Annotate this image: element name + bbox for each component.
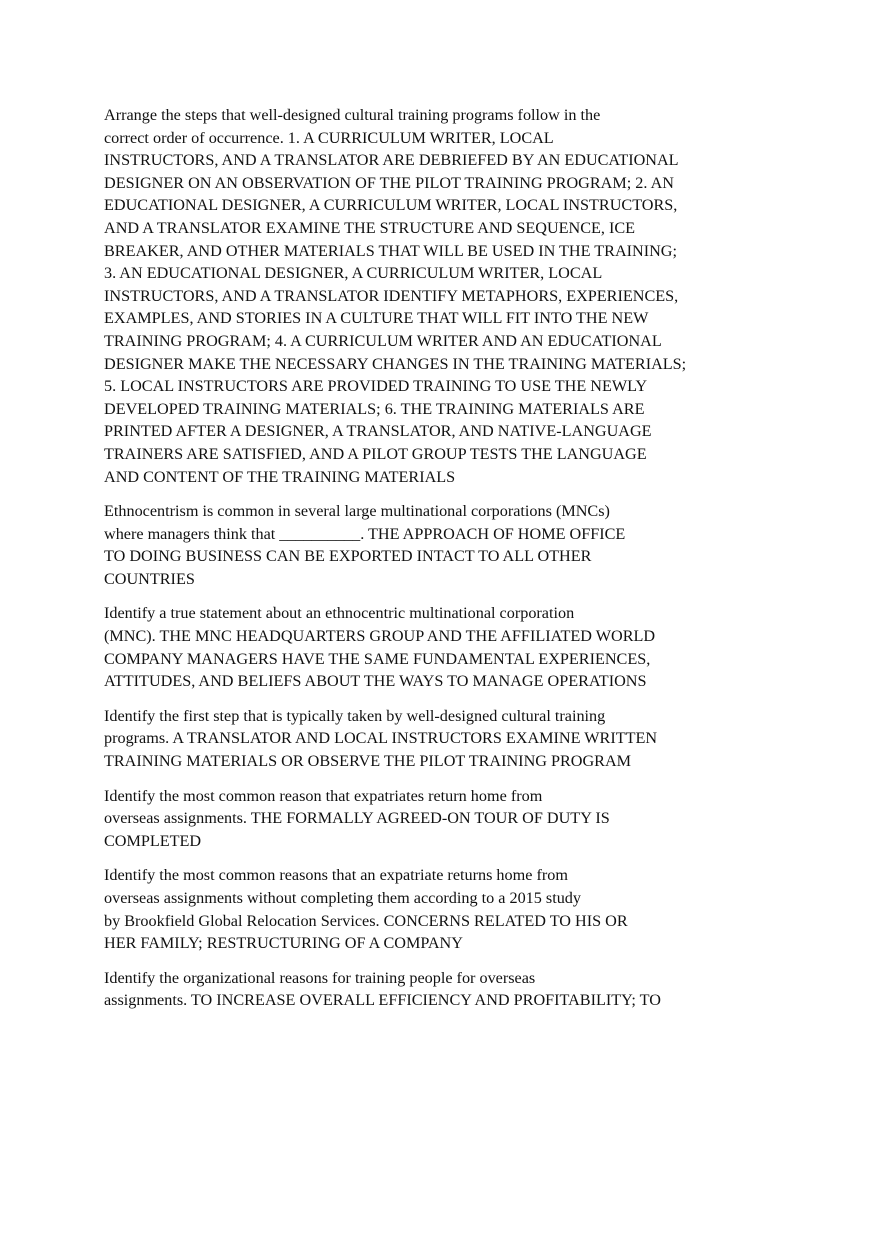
text-line: 3. AN EDUCATIONAL DESIGNER, A CURRICULUM WRITER, LOCAL xyxy=(104,264,603,283)
text-line: TRAINERS ARE SATISFIED, AND A PILOT GROUP TESTS THE LANGUAGE xyxy=(104,444,647,463)
text-line: TO DOING BUSINESS CAN BE EXPORTED INTACT TO ALL OTHER xyxy=(104,547,592,566)
text-line: COMPANY MANAGERS HAVE THE SAME FUNDAMENTAL EXPERIENCES, xyxy=(104,649,651,668)
text-line: PRINTED AFTER A DESIGNER, A TRANSLATOR, AND NATIVE-LANGUAGE xyxy=(104,422,652,441)
text-line: HER FAMILY; RESTRUCTURING OF A COMPANY xyxy=(104,934,463,953)
text-line: correct order of occurrence. 1. A CURRICULUM WRITER, LOCAL xyxy=(104,128,554,147)
text-line: AND A TRANSLATOR EXAMINE THE STRUCTURE AND SEQUENCE, ICE xyxy=(104,218,636,237)
text-line: Identify a true statement about an ethnocentric multinational corporation xyxy=(104,604,575,623)
text-line: overseas assignments. THE FORMALLY AGREED-ON TOUR OF DUTY IS xyxy=(104,809,610,828)
text-line: programs. A TRANSLATOR AND LOCAL INSTRUCTORS EXAMINE WRITTEN xyxy=(104,729,658,748)
text-line: Identify the most common reasons that an expatriate returns home from xyxy=(104,866,568,885)
text-line: DESIGNER ON AN OBSERVATION OF THE PILOT TRAINING PROGRAM; 2. AN xyxy=(104,173,674,192)
question-answer-paragraph xyxy=(104,864,744,954)
question-answer-paragraph xyxy=(104,705,744,773)
text-line: Identify the most common reason that expatriates return home from xyxy=(104,786,543,805)
text-line: TRAINING PROGRAM; 4. A CURRICULUM WRITER AND AN EDUCATIONAL xyxy=(104,331,662,350)
text-line: EXAMPLES, AND STORIES IN A CULTURE THAT WILL FIT INTO THE NEW xyxy=(104,309,649,328)
text-line: EDUCATIONAL DESIGNER, A CURRICULUM WRITER, LOCAL INSTRUCTORS, xyxy=(104,196,678,215)
text-line: Ethnocentrism is common in several large multinational corporations (MNCs) xyxy=(104,502,610,521)
text-line: Identify the first step that is typically taken by well-designed cultural training xyxy=(104,706,606,725)
text-line: 5. LOCAL INSTRUCTORS ARE PROVIDED TRAINING TO USE THE NEWLY xyxy=(104,377,648,396)
text-line: INSTRUCTORS, AND A TRANSLATOR IDENTIFY METAPHORS, EXPERIENCES, xyxy=(104,286,679,305)
text-line: by Brookfield Global Relocation Services. CONCERNS RELATED TO HIS OR xyxy=(104,911,628,930)
text-line: TRAINING MATERIALS OR OBSERVE THE PILOT TRAINING PROGRAM xyxy=(104,752,632,771)
text-line: INSTRUCTORS, AND A TRANSLATOR ARE DEBRIEFED BY AN EDUCATIONAL xyxy=(104,151,679,170)
question-answer-paragraph xyxy=(104,500,744,590)
text-line: AND CONTENT OF THE TRAINING MATERIALS xyxy=(104,467,456,486)
text-line: BREAKER, AND OTHER MATERIALS THAT WILL BE USED IN THE TRAINING; xyxy=(104,241,677,260)
text-line: Arrange the steps that well-designed cultural training programs follow in the xyxy=(104,106,601,124)
question-answer-paragraph xyxy=(104,602,744,692)
question-answer-paragraph xyxy=(104,104,744,488)
text-line: DESIGNER MAKE THE NECESSARY CHANGES IN THE TRAINING MATERIALS; xyxy=(104,354,687,373)
text-line: DEVELOPED TRAINING MATERIALS; 6. THE TRAINING MATERIALS ARE xyxy=(104,399,645,418)
question-answer-paragraph xyxy=(104,785,744,853)
text-line: overseas assignments without completing them according to a 2015 study xyxy=(104,889,581,907)
text-line: COUNTRIES xyxy=(104,569,195,588)
text-line: where managers think that __________. THE APPROACH OF HOME OFFICE xyxy=(104,524,626,543)
text-line: COMPLETED xyxy=(104,831,202,850)
text-line: assignments. TO INCREASE OVERALL EFFICIENCY AND PROFITABILITY; TO xyxy=(104,991,661,1010)
text-line: (MNC). THE MNC HEADQUARTERS GROUP AND THE AFFILIATED WORLD xyxy=(104,627,656,646)
question-answer-paragraph xyxy=(104,967,744,1012)
text-line: Identify the organizational reasons for training people for overseas xyxy=(104,968,536,987)
document-body xyxy=(104,104,744,1024)
text-line: ATTITUDES, AND BELIEFS ABOUT THE WAYS TO MANAGE OPERATIONS xyxy=(104,672,647,691)
